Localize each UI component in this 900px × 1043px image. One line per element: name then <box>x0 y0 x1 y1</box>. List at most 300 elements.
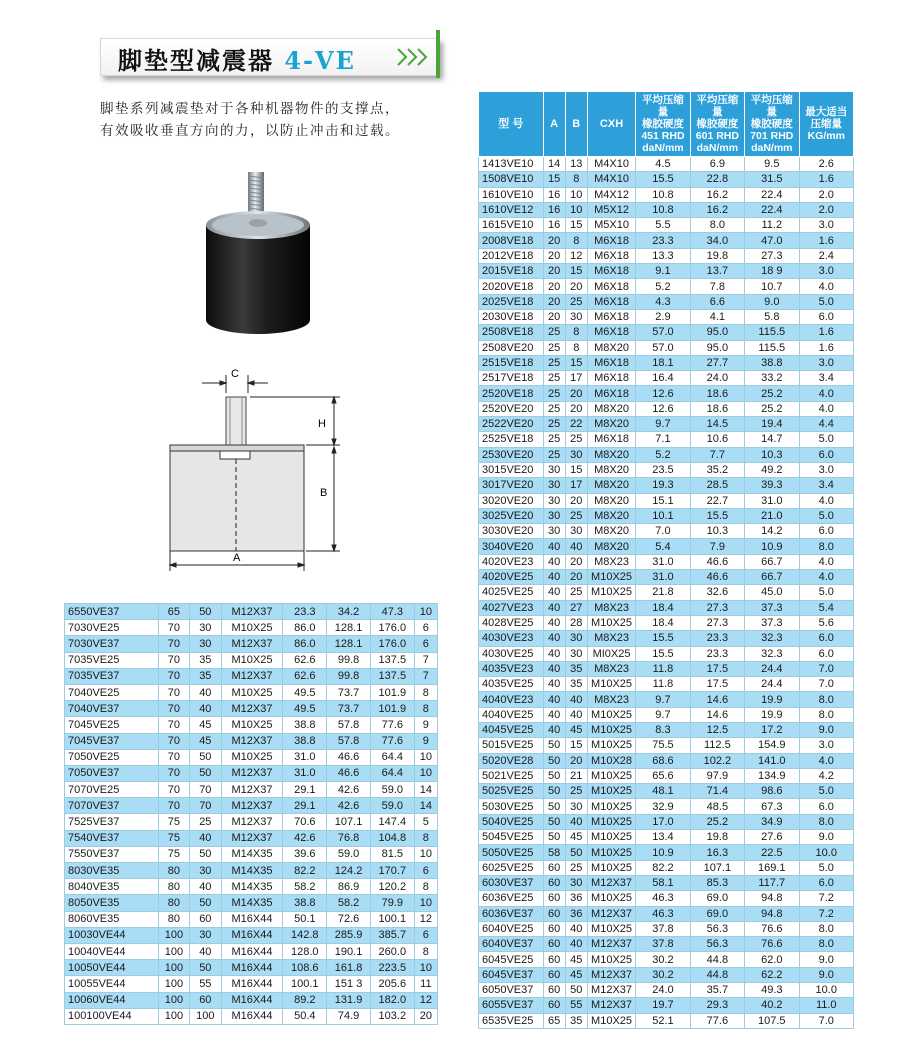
table-cell: 40 <box>565 814 587 829</box>
table-row <box>479 462 854 477</box>
table-cell: 30 <box>190 636 221 652</box>
table-cell: 6.0 <box>799 447 854 462</box>
table-cell: 75.5 <box>636 738 690 753</box>
model-cell: 2030VE18 <box>479 309 544 324</box>
table-cell: 24.4 <box>745 661 799 676</box>
model-cell: 6055VE37 <box>479 998 544 1013</box>
table-cell: 23.3 <box>283 604 327 620</box>
table-cell: 154.9 <box>745 738 799 753</box>
table-cell: 142.8 <box>283 927 327 943</box>
model-cell: 7030VE37 <box>65 636 159 652</box>
table-cell: 12 <box>414 911 437 927</box>
header-451 <box>636 92 690 157</box>
table-cell: 112.5 <box>690 738 744 753</box>
table-cell: M8X20 <box>587 462 635 477</box>
table-cell: 60 <box>543 921 565 936</box>
table-cell: M16X44 <box>221 960 283 976</box>
table-cell: 14 <box>414 782 437 798</box>
table-cell: 10.0 <box>799 983 854 998</box>
table-cell: M12X37 <box>587 967 635 982</box>
table-cell: 176.0 <box>370 636 414 652</box>
table-row <box>65 814 438 830</box>
table-cell: 16.4 <box>636 371 690 386</box>
table-row <box>479 768 854 783</box>
table-cell: 1.6 <box>799 340 854 355</box>
table-cell: 70 <box>158 733 189 749</box>
table-cell: 27.6 <box>745 830 799 845</box>
table-cell: 50 <box>543 799 565 814</box>
table-cell: 38.8 <box>283 717 327 733</box>
header-max <box>799 92 854 157</box>
table-row <box>479 952 854 967</box>
table-cell: 2.9 <box>636 309 690 324</box>
model-cell: 2520VE18 <box>479 386 544 401</box>
table-cell: 17.5 <box>690 661 744 676</box>
table-cell: 6.0 <box>799 799 854 814</box>
table-cell: M10X25 <box>221 652 283 668</box>
table-cell: 45 <box>190 733 221 749</box>
table-cell: 19.9 <box>745 707 799 722</box>
table-row <box>479 478 854 493</box>
table-cell: M12X37 <box>587 875 635 890</box>
model-cell: 1610VE10 <box>479 187 544 202</box>
table-cell: 42.6 <box>283 830 327 846</box>
table-row <box>479 707 854 722</box>
table-cell: 15 <box>543 172 565 187</box>
table-cell: 40 <box>565 937 587 952</box>
table-row <box>479 233 854 248</box>
table-cell: 107.1 <box>327 814 371 830</box>
table-row <box>65 701 438 717</box>
model-cell: 3020VE20 <box>479 493 544 508</box>
table-cell: 40 <box>543 661 565 676</box>
table-row <box>479 432 854 447</box>
table-cell: 25 <box>543 417 565 432</box>
table-cell: 13 <box>565 157 587 172</box>
table-row <box>479 447 854 462</box>
table-cell: 16.3 <box>690 845 744 860</box>
table-cell: M10X25 <box>587 768 635 783</box>
table-cell: 30 <box>190 863 221 879</box>
table-row <box>479 554 854 569</box>
table-cell: 5.2 <box>636 279 690 294</box>
table-cell: 137.5 <box>370 652 414 668</box>
header-601-line-1: 平均压缩量 <box>696 94 739 118</box>
table-cell: 6.0 <box>799 631 854 646</box>
table-cell: 32.3 <box>745 631 799 646</box>
table-cell: 3.0 <box>799 218 854 233</box>
table-cell: 285.9 <box>327 927 371 943</box>
table-cell: 57.8 <box>327 717 371 733</box>
table-row <box>479 508 854 523</box>
table-cell: 3.4 <box>799 371 854 386</box>
table-cell: 45 <box>565 967 587 982</box>
table-cell: 10.8 <box>636 202 690 217</box>
table-cell: 35 <box>565 677 587 692</box>
table-row <box>65 765 438 781</box>
table-cell: 49.5 <box>283 684 327 700</box>
table-cell: 14.7 <box>745 432 799 447</box>
table-cell: 35 <box>565 661 587 676</box>
table-cell: 1.6 <box>799 172 854 187</box>
table-cell: 46.6 <box>690 554 744 569</box>
table-cell: 27.3 <box>690 600 744 615</box>
model-cell: 7040VE25 <box>65 684 159 700</box>
table-cell: 60 <box>543 937 565 952</box>
table-cell: 23.3 <box>636 233 690 248</box>
table-row <box>479 570 854 585</box>
table-cell: M10X25 <box>587 615 635 630</box>
header-601 <box>690 92 744 157</box>
table-cell: 17 <box>565 371 587 386</box>
model-cell: 5025VE25 <box>479 784 544 799</box>
table-cell: 60 <box>190 992 221 1008</box>
table-cell: 10.8 <box>636 187 690 202</box>
table-cell: 5.8 <box>745 309 799 324</box>
table-cell: 95.0 <box>690 325 744 340</box>
model-cell: 5040VE25 <box>479 814 544 829</box>
model-cell: 8030VE35 <box>65 863 159 879</box>
table-cell: 36 <box>565 906 587 921</box>
header-max-line-3: KG/mm <box>807 130 845 142</box>
table-cell: 8 <box>565 172 587 187</box>
table-cell: 10.0 <box>799 845 854 860</box>
table-cell: 3.0 <box>799 355 854 370</box>
header-451-line-2: 橡胶硬度 <box>641 118 684 130</box>
table-cell: 50 <box>543 830 565 845</box>
table-cell: 40 <box>190 684 221 700</box>
table-cell: M16X44 <box>221 943 283 959</box>
table-cell: 8 <box>565 233 587 248</box>
table-row <box>65 911 438 927</box>
table-cell: 4.0 <box>799 753 854 768</box>
table-cell: 8.0 <box>799 921 854 936</box>
table-cell: 8 <box>565 325 587 340</box>
table-cell: M10X25 <box>587 830 635 845</box>
table-cell: 40 <box>565 539 587 554</box>
table-cell: 12.5 <box>690 722 744 737</box>
table-cell: 15.5 <box>690 508 744 523</box>
table-cell: 25.2 <box>690 814 744 829</box>
table-cell: 4.5 <box>636 157 690 172</box>
table-cell: 223.5 <box>370 960 414 976</box>
model-cell: 6030VE37 <box>479 875 544 890</box>
table-cell: M6X18 <box>587 371 635 386</box>
table-row <box>479 967 854 982</box>
table-cell: 6.9 <box>690 157 744 172</box>
table-cell: 22.4 <box>745 187 799 202</box>
table-cell: M6X18 <box>587 325 635 340</box>
table-cell: 7.2 <box>799 906 854 921</box>
model-cell: 1413VE10 <box>479 157 544 172</box>
table-cell: 9.7 <box>636 692 690 707</box>
table-cell: 72.6 <box>327 911 371 927</box>
table-cell: 30 <box>565 799 587 814</box>
table-cell: 75 <box>158 846 189 862</box>
table-cell: 42.6 <box>327 798 371 814</box>
table-cell: 182.0 <box>370 992 414 1008</box>
table-cell: 10.9 <box>636 845 690 860</box>
table-cell: 190.1 <box>327 943 371 959</box>
table-cell: 19.9 <box>745 692 799 707</box>
table-cell: 7.0 <box>636 524 690 539</box>
table-cell: M12X37 <box>221 701 283 717</box>
table-row <box>65 992 438 1008</box>
table-cell: 50 <box>190 895 221 911</box>
table-cell: 40 <box>190 830 221 846</box>
table-cell: 1.6 <box>799 325 854 340</box>
table-cell: 40 <box>190 701 221 717</box>
model-cell: 4020VE23 <box>479 554 544 569</box>
table-cell: 13.7 <box>690 264 744 279</box>
table-cell: 55 <box>190 976 221 992</box>
model-cell: 2508VE18 <box>479 325 544 340</box>
model-cell: 4040VE23 <box>479 692 544 707</box>
table-cell: 30 <box>543 478 565 493</box>
model-cell: 4035VE25 <box>479 677 544 692</box>
table-cell: 27.3 <box>745 248 799 263</box>
table-row <box>479 600 854 615</box>
table-cell: M10X25 <box>587 784 635 799</box>
table-cell: M14X35 <box>221 863 283 879</box>
table-cell: 65 <box>158 604 189 620</box>
table-row <box>65 976 438 992</box>
table-row <box>479 417 854 432</box>
table-cell: 7.8 <box>690 279 744 294</box>
table-cell: 70 <box>158 749 189 765</box>
table-cell: 8.0 <box>799 814 854 829</box>
header-model: 型 号 <box>479 92 544 157</box>
table-cell: M10X25 <box>587 891 635 906</box>
table-cell: 9.7 <box>636 707 690 722</box>
table-cell: 10 <box>565 202 587 217</box>
table-cell: 15.5 <box>636 631 690 646</box>
table-cell: 18.1 <box>636 355 690 370</box>
table-cell: 76.6 <box>745 937 799 952</box>
table-cell: 20 <box>543 248 565 263</box>
table-cell: 19.7 <box>636 998 690 1013</box>
table-row <box>479 738 854 753</box>
table-cell: 102.2 <box>690 753 744 768</box>
table-cell: M16X44 <box>221 976 283 992</box>
table-cell: 40 <box>190 879 221 895</box>
table-cell: M10X25 <box>587 845 635 860</box>
table-cell: 23.3 <box>690 631 744 646</box>
table-cell: 11.0 <box>799 998 854 1013</box>
table-cell: 6.0 <box>799 524 854 539</box>
table-cell: 30.2 <box>636 967 690 982</box>
table-cell: 12.6 <box>636 386 690 401</box>
table-cell: 11.8 <box>636 661 690 676</box>
table-cell: M10X25 <box>587 814 635 829</box>
table-row <box>479 539 854 554</box>
table-cell: 5 <box>414 814 437 830</box>
table-row <box>65 943 438 959</box>
page-title <box>118 41 356 76</box>
table-cell: 6.0 <box>799 309 854 324</box>
table-row <box>479 524 854 539</box>
table-cell: 100 <box>158 943 189 959</box>
table-cell: 27 <box>565 600 587 615</box>
table-cell: M10X25 <box>221 684 283 700</box>
table-cell: 15 <box>565 462 587 477</box>
table-cell: 104.8 <box>370 830 414 846</box>
table-cell: 37.8 <box>636 937 690 952</box>
table-cell: 11 <box>414 976 437 992</box>
table-row <box>479 157 854 172</box>
table-row <box>479 998 854 1013</box>
table-cell: 66.7 <box>745 554 799 569</box>
table-cell: 12 <box>414 992 437 1008</box>
table-cell: 9 <box>414 733 437 749</box>
table-cell: 4.0 <box>799 554 854 569</box>
header-701 <box>745 92 799 157</box>
table-cell: 100 <box>158 976 189 992</box>
table-cell: 59.0 <box>370 798 414 814</box>
table-cell: 25 <box>543 401 565 416</box>
table-cell: 45 <box>565 722 587 737</box>
table-cell: 81.5 <box>370 846 414 862</box>
table-cell: 46.3 <box>636 891 690 906</box>
table-cell: M10X25 <box>587 707 635 722</box>
model-cell: 6045VE37 <box>479 967 544 982</box>
table-cell: 40 <box>543 677 565 692</box>
table-cell: 30 <box>190 927 221 943</box>
table-cell: 30 <box>543 493 565 508</box>
table-cell: 25.2 <box>745 386 799 401</box>
model-cell: 3017VE20 <box>479 478 544 493</box>
table-cell: 9.0 <box>799 722 854 737</box>
table-row <box>479 585 854 600</box>
model-cell: 7540VE37 <box>65 830 159 846</box>
table-cell: M8X23 <box>587 631 635 646</box>
table-cell: 5.0 <box>799 294 854 309</box>
table-cell: 99.8 <box>327 668 371 684</box>
table-cell: 8 <box>414 684 437 700</box>
table-cell: 70.6 <box>283 814 327 830</box>
table-cell: 70 <box>158 684 189 700</box>
table-cell: 49.5 <box>283 701 327 717</box>
table-row <box>479 860 854 875</box>
table-cell: 25 <box>543 386 565 401</box>
table-cell: 77.6 <box>370 717 414 733</box>
table-cell: 7.2 <box>799 891 854 906</box>
table-cell: 11.2 <box>745 218 799 233</box>
table-cell: 25 <box>565 432 587 447</box>
table-row <box>479 814 854 829</box>
table-cell: 71.4 <box>690 784 744 799</box>
table-cell: 8 <box>414 879 437 895</box>
table-cell: 22.7 <box>690 493 744 508</box>
table-cell: 60 <box>543 891 565 906</box>
model-cell: 8040VE35 <box>65 879 159 895</box>
table-cell: 50 <box>543 784 565 799</box>
table-cell: M10X25 <box>221 717 283 733</box>
table-row <box>65 782 438 798</box>
table-cell: 31.0 <box>283 749 327 765</box>
label-c: C <box>231 368 239 380</box>
table-cell: 46.6 <box>327 765 371 781</box>
table-cell: 20 <box>543 294 565 309</box>
table-cell: 40 <box>543 539 565 554</box>
table-cell: 10 <box>414 765 437 781</box>
table-cell: 115.5 <box>745 340 799 355</box>
table-row <box>479 784 854 799</box>
table-cell: 70 <box>158 652 189 668</box>
table-cell: 57.0 <box>636 325 690 340</box>
table-row <box>479 615 854 630</box>
model-cell: 2012VE18 <box>479 248 544 263</box>
label-a: A <box>233 552 241 564</box>
table-cell: 8.3 <box>636 722 690 737</box>
header-601-line-4: daN/mm <box>696 142 739 154</box>
table-cell: 31.0 <box>745 493 799 508</box>
table-cell: 5.0 <box>799 784 854 799</box>
table-cell: 7.9 <box>690 539 744 554</box>
table-cell: 161.8 <box>327 960 371 976</box>
table-cell: 25 <box>543 325 565 340</box>
table-cell: 25 <box>565 294 587 309</box>
table-cell: M8X20 <box>587 401 635 416</box>
table-cell: 82.2 <box>636 860 690 875</box>
model-cell: 2508VE20 <box>479 340 544 355</box>
model-cell: 2015VE18 <box>479 264 544 279</box>
table-cell: 22.4 <box>745 202 799 217</box>
table-cell: 20 <box>543 264 565 279</box>
table-cell: 7.7 <box>690 447 744 462</box>
table-cell: 94.8 <box>745 906 799 921</box>
table-cell: 20 <box>543 309 565 324</box>
table-cell: 35.2 <box>690 462 744 477</box>
table-cell: 94.8 <box>745 891 799 906</box>
table-cell: 60 <box>543 983 565 998</box>
header-701-line-2: 橡胶硬度 <box>750 118 793 130</box>
table-cell: 40.2 <box>745 998 799 1013</box>
table-cell: 25 <box>543 432 565 447</box>
table-row <box>65 717 438 733</box>
table-cell: 29.3 <box>690 998 744 1013</box>
table-cell: 14 <box>543 157 565 172</box>
table-cell: 76.8 <box>327 830 371 846</box>
model-cell: 4027VE23 <box>479 600 544 615</box>
model-cell: 10040VE44 <box>65 943 159 959</box>
table-cell: 70 <box>190 782 221 798</box>
table-cell: M10X25 <box>587 677 635 692</box>
table-cell: 25 <box>565 784 587 799</box>
model-cell: 5021VE25 <box>479 768 544 783</box>
table-cell: 35 <box>565 1013 587 1028</box>
table-row <box>65 668 438 684</box>
header-cxh: CXH <box>587 92 635 157</box>
table-row <box>65 652 438 668</box>
table-cell: 7 <box>414 668 437 684</box>
table-cell: 25 <box>543 371 565 386</box>
table-cell: M10X25 <box>587 952 635 967</box>
header-701-line-3: 701 RHD <box>750 130 794 142</box>
table-cell: 70 <box>190 798 221 814</box>
table-cell: 50 <box>190 765 221 781</box>
label-h: H <box>318 418 326 430</box>
table-cell: M8X20 <box>587 478 635 493</box>
table-row <box>479 264 854 279</box>
table-cell: 20 <box>565 753 587 768</box>
table-cell: 50 <box>543 738 565 753</box>
table-cell: 42.6 <box>327 782 371 798</box>
table-cell: 34.2 <box>327 604 371 620</box>
table-cell: 58.2 <box>327 895 371 911</box>
model-cell: 3030VE20 <box>479 524 544 539</box>
table-cell: 24.0 <box>636 983 690 998</box>
